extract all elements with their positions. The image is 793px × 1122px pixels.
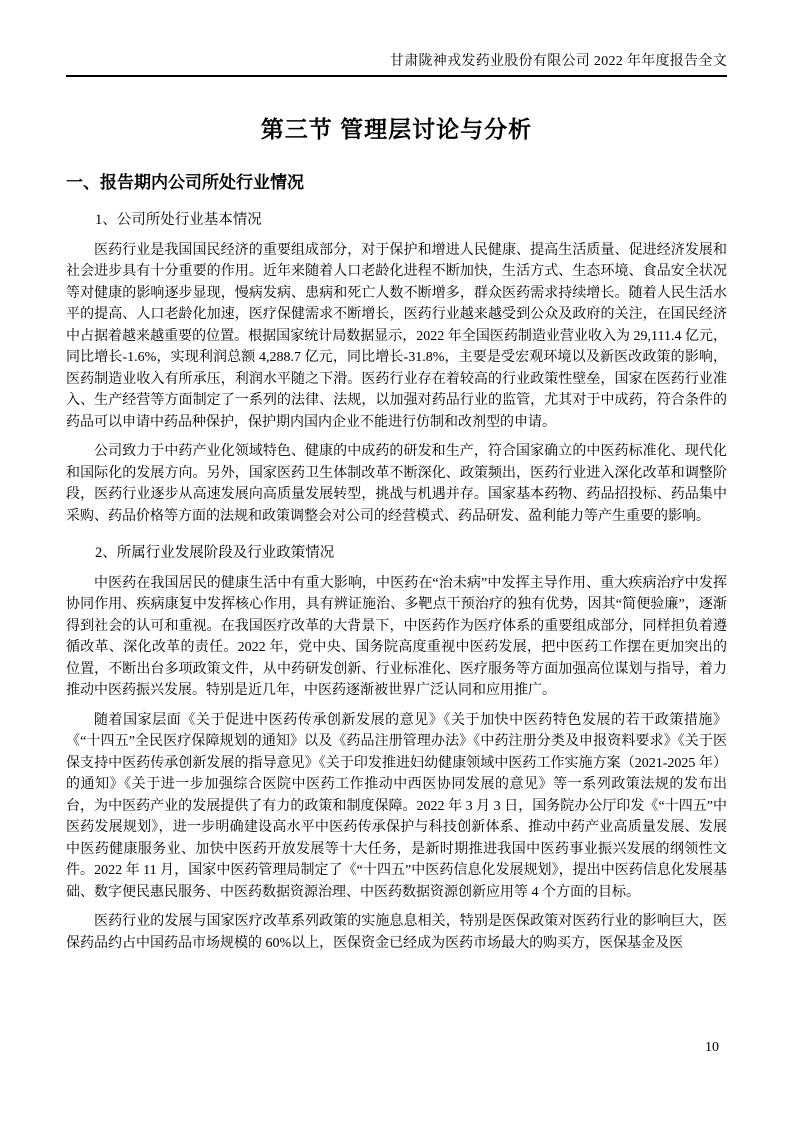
paragraph-industry-overview: 医药行业是我国国民经济的重要组成部分，对于保护和增进人民健康、提高生活质量、促进经济发展和社会进步具有十分重要的作用。近年来随着人口老龄化进程不断加快，生活方式、生态环境、食品安全状况等对健康的影响逐步显现，慢病发病、患病和死亡人数不断增多，群众医药需求持续增长。随着人民生活水平的提高、人口老龄化加速，医疗保健需求不断增长，医药行业越来越受到公众及政府的关注，在国民经济中占据着越来越重要的位置。根据国家统计局数据显示，2022 年全国医药制造业营业收入为 29,111.4 亿元，同比增长-1.6%，实现利润总额 4,288.7 亿元，同比增长-31.8%，主要是受宏观环境以及新医改政策的影响，医药制造业收入有所承压，利润水平随之下滑。医药行业存在着较高的行业政策性壁垒，国家在医药行业准入、生产经营等方面制定了一系列的法律、法规，以加强对药品行业的监管，尤其对于中成药，符合条件的药品可以申请中药品种保护，保护期内国内企业不能进行仿制和改剂型的申请。 xyxy=(66,242,727,430)
subsection-heading-2: 2、所属行业发展阶段及行业政策情况 xyxy=(95,545,335,561)
page-number: 10 xyxy=(705,1040,719,1055)
header-rule xyxy=(66,75,727,77)
paragraph-tcm-role: 中医药在我国居民的健康生活中有重大影响，中医药在“治未病”中发挥主导作用、重大疾病治疗中发挥协同作用、疾病康复中发挥核心作用，具有辨证施治、多靶点干预治疗的独有优势，因其“简便验廉”，逐渐得到社会的认可和重视。在我国医疗改革的大背景下，中医药作为医疗体系的重要组成部分，同样担负着遵循改革、深化改革的责任。2022 年，党中央、国务院高度重视中医药发展，把中医药工作摆在更加突出的位置，不断出台多项政策文件，从中药研发创新、行业标准化、医疗服务等方面加强高位谋划与指导，着力推动中医药振兴发展。特别是近几年，中医药逐渐被世界广泛认同和应用推广。 xyxy=(66,575,727,698)
paragraph-medical-insurance: 医药行业的发展与国家医疗改革系列政策的实施息息相关，特别是医保政策对医药行业的影响巨大，医保药品约占中国药品市场规模的 60%以上，医保资金已经成为医药市场最大的购买方，医保基金及医 xyxy=(66,914,727,951)
section-heading-industry: 一、报告期内公司所处行业情况 xyxy=(66,173,304,192)
chapter-title: 第三节 管理层讨论与分析 xyxy=(260,116,533,142)
paragraph-tcm-policies: 随着国家层面《关于促进中医药传承创新发展的意见》《关于加快中医药特色发展的若干政策措施》《“十四五”全民医疗保障规划的通知》以及《药品注册管理办法》《中药注册分类及申报资料要求》《关于医保支持中医药传承创新发展的指导意见》《关于印发推进妇幼健康领域中医药工作实施方案（2021-2025 年）的通知》《关于进一步加强综合医院中医药工作推动中西医协同发展的意见》等一系列政策法规的发布出台，为中医药产业的发展提供了有力的政策和制度保障。2022 年 3 月 3 日，国务院办公厅印发《“十四五”中医药发展规划》，进一步明确建设高水平中医药传承保护与科技创新体系、推动中药产业高质量发展、发展中医药健康服务业、加快中医药开放发展等十大任务，是新时期推进我国中医药事业振兴发展的纲领性文件。2022 年 11 月，国家中医药管理局制定了《“十四五”中医药信息化发展规划》，提出中医药信息化发展基础、数字便民惠民服务、中医药数据资源治理、中医药数据资源创新应用等 4 个方面的目标。 xyxy=(66,712,727,900)
paragraph-company-focus: 公司致力于中药产业化领域特色、健康的中成药的研发和生产，符合国家确立的中医药标准化、现代化和国际化的发展方向。另外，国家医药卫生体制改革不断深化、政策频出，医药行业进入深化改革和调整阶段，医药行业逐步从高速发展向高质量发展转型，挑战与机遇并存。国家基本药物、药品招投标、药品集中采购、药品价格等方面的法规和政策调整会对公司的经营模式、药品研发、盈利能力等产生重要的影响。 xyxy=(66,444,727,524)
report-header: 甘肃陇神戎发药业股份有限公司 2022 年年度报告全文 xyxy=(389,54,727,69)
subsection-heading-1: 1、公司所处行业基本情况 xyxy=(95,212,262,228)
